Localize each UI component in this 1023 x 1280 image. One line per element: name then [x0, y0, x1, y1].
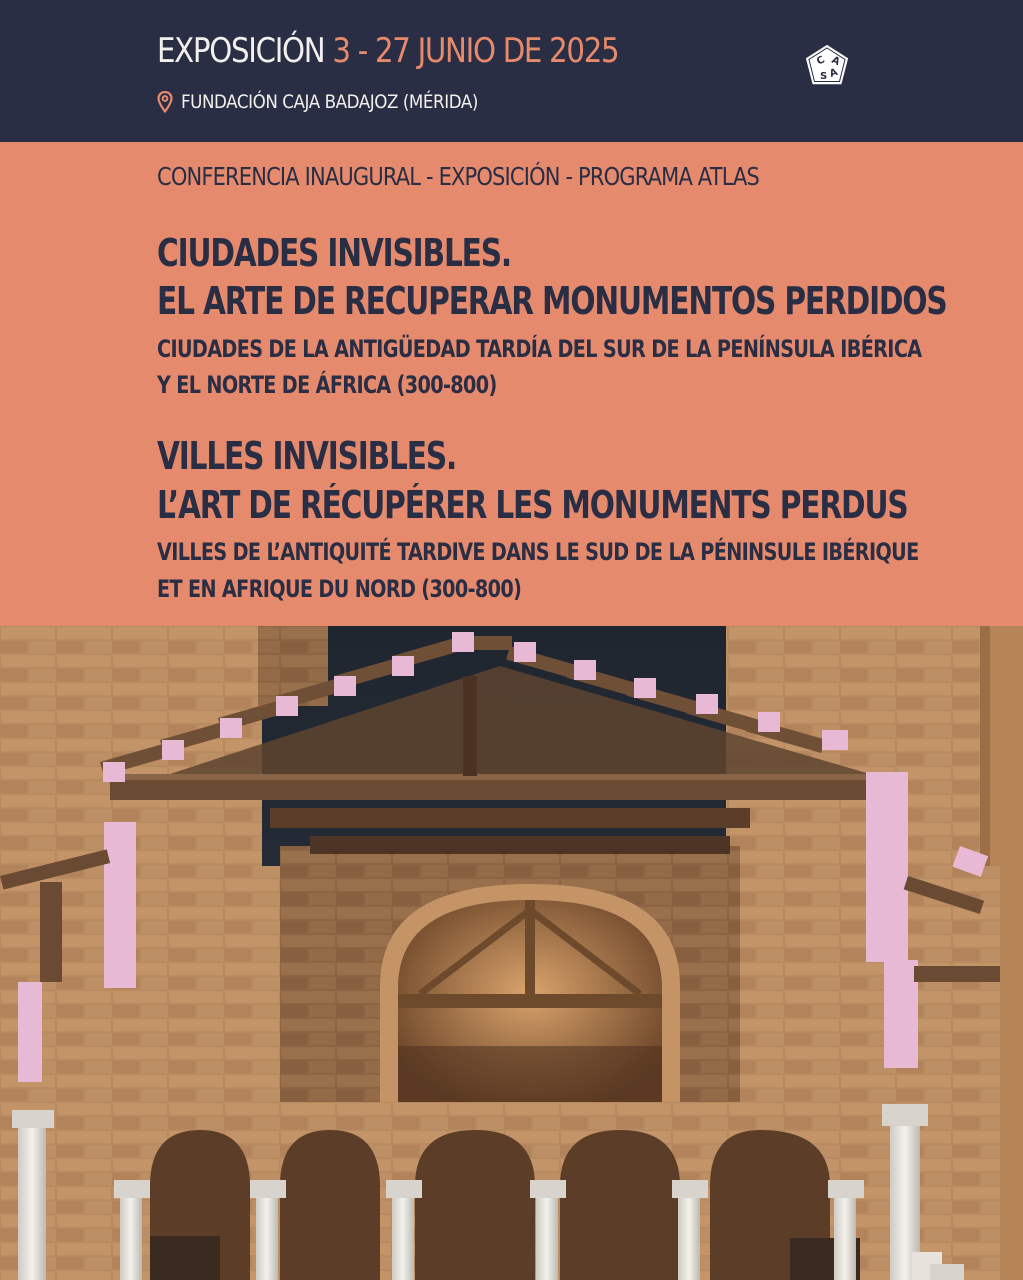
french-subtitle-line1: VILLES DE L’ANTIQUITÉ TARDIVE DANS LE SUD DE LA PÉNINSULE IBÉRIQUE [157, 538, 919, 566]
casa-logo [802, 42, 852, 88]
exhibition-heading [157, 31, 619, 71]
svg-text:C: C [815, 54, 827, 68]
svg-text:S: S [820, 71, 828, 82]
event-kicker: CONFERENCIA INAUGURAL - EXPOSICIÓN - PROGRAMA ATLAS [157, 162, 760, 191]
venue [157, 91, 518, 113]
header-bar [0, 0, 1023, 142]
french-subtitle-line2: ET EN AFRIQUE DU NORD (300-800) [157, 575, 522, 603]
svg-text:A: A [828, 66, 840, 80]
spanish-subtitle-line1: CIUDADES DE LA ANTIGÜEDAD TARDÍA DEL SUR DE LA PENÍNSULA IBÉRICA [157, 335, 922, 363]
venue-text: FUNDACIÓN CAJA BADAJOZ (MÉRIDA) [181, 91, 478, 113]
spanish-title-line1: CIUDADES INVISIBLES. [157, 231, 512, 275]
french-title-line1: VILLES INVISIBLES. [157, 434, 457, 478]
title-panel [0, 142, 1023, 626]
exhibition-word: EXPOSICIÓN [157, 31, 325, 71]
location-pin-icon [157, 91, 173, 113]
french-title-line2: L’ART DE RÉCUPÉRER LES MONUMENTS PERDUS [157, 483, 908, 527]
building-reconstruction-image [0, 626, 1023, 1280]
spanish-subtitle-line2: Y EL NORTE DE ÁFRICA (300-800) [157, 371, 497, 399]
spanish-title-line2: EL ARTE DE RECUPERAR MONUMENTOS PERDIDOS [157, 279, 947, 323]
svg-text:A: A [829, 54, 842, 68]
exhibition-dates: 3 - 27 JUNIO DE 2025 [332, 31, 619, 71]
